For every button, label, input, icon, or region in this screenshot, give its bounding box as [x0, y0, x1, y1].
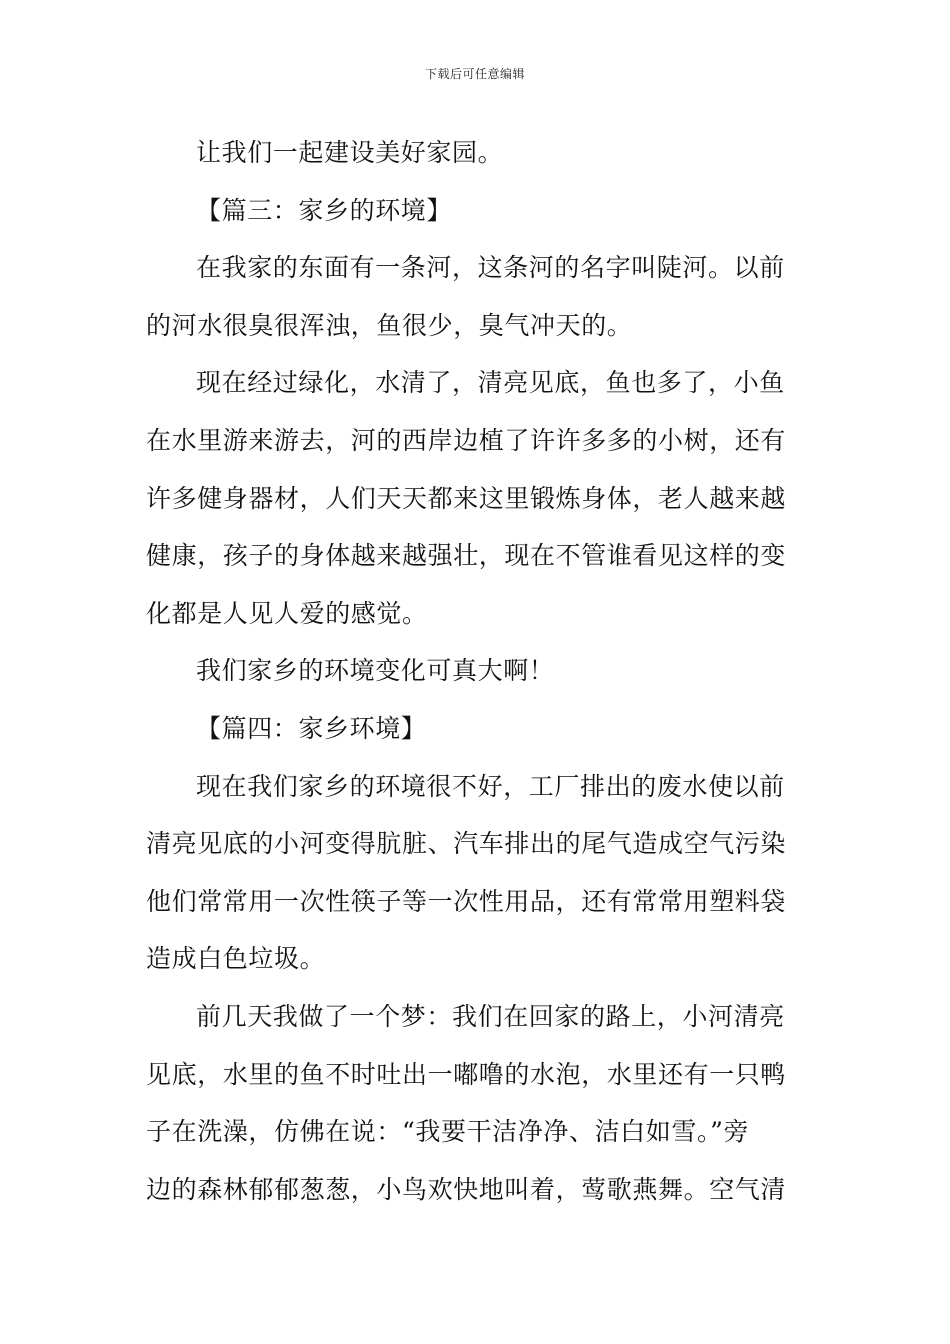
section-heading: 【篇三：家乡的环境】: [196, 195, 453, 225]
text-line: 化都是人见人爱的感觉。: [146, 598, 428, 628]
text-line: 前几天我做了一个梦：我们在回家的路上，小河清亮: [196, 1001, 785, 1031]
text-line: 在我家的东面有一条河，这条河的名字叫陡河。以前: [196, 253, 785, 283]
text-line: 现在经过绿化，水清了，清亮见底，鱼也多了，小鱼: [196, 368, 785, 398]
text-line: 他们常常用一次性筷子等一次性用品，还有常常用塑料袋: [146, 886, 787, 916]
text-line: 子在洗澡，仿佛在说：“我要干洁净净、洁白如雪。”旁: [146, 1117, 750, 1147]
text-line: 造成白色垃圾。: [146, 944, 326, 974]
document-body: [146, 124, 806, 1218]
header-note: 下载后可任意编辑: [424, 67, 525, 81]
text-line: 现在我们家乡的环境很不好，工厂排出的废水使以前: [196, 771, 785, 801]
text-line: 见底，水里的鱼不时吐出一嘟噜的水泡，水里还有一只鸭: [146, 1059, 787, 1089]
text-line: 边的森林郁郁葱葱，小鸟欢快地叫着，莺歌燕舞。空气清: [146, 1174, 787, 1204]
text-line: 许多健身器材，人们天天都来这里锻炼身体，老人越来越: [146, 483, 787, 513]
text-line: 在水里游来游去，河的西岸边植了许许多多的小树，还有: [146, 425, 787, 455]
text-line: 我们家乡的环境变化可真大啊！: [196, 656, 555, 686]
text-line: 的河水很臭很浑浊，鱼很少，臭气冲天的。: [146, 310, 633, 340]
section-heading: 【篇四：家乡环境】: [196, 713, 427, 743]
text-line: 让我们一起建设美好家园。: [196, 138, 504, 167]
text-line: 健康，孩子的身体越来越强壮，现在不管谁看见这样的变: [146, 541, 787, 571]
text-line: 清亮见底的小河变得肮脏、汽车排出的尾气造成空气污染: [146, 829, 787, 859]
